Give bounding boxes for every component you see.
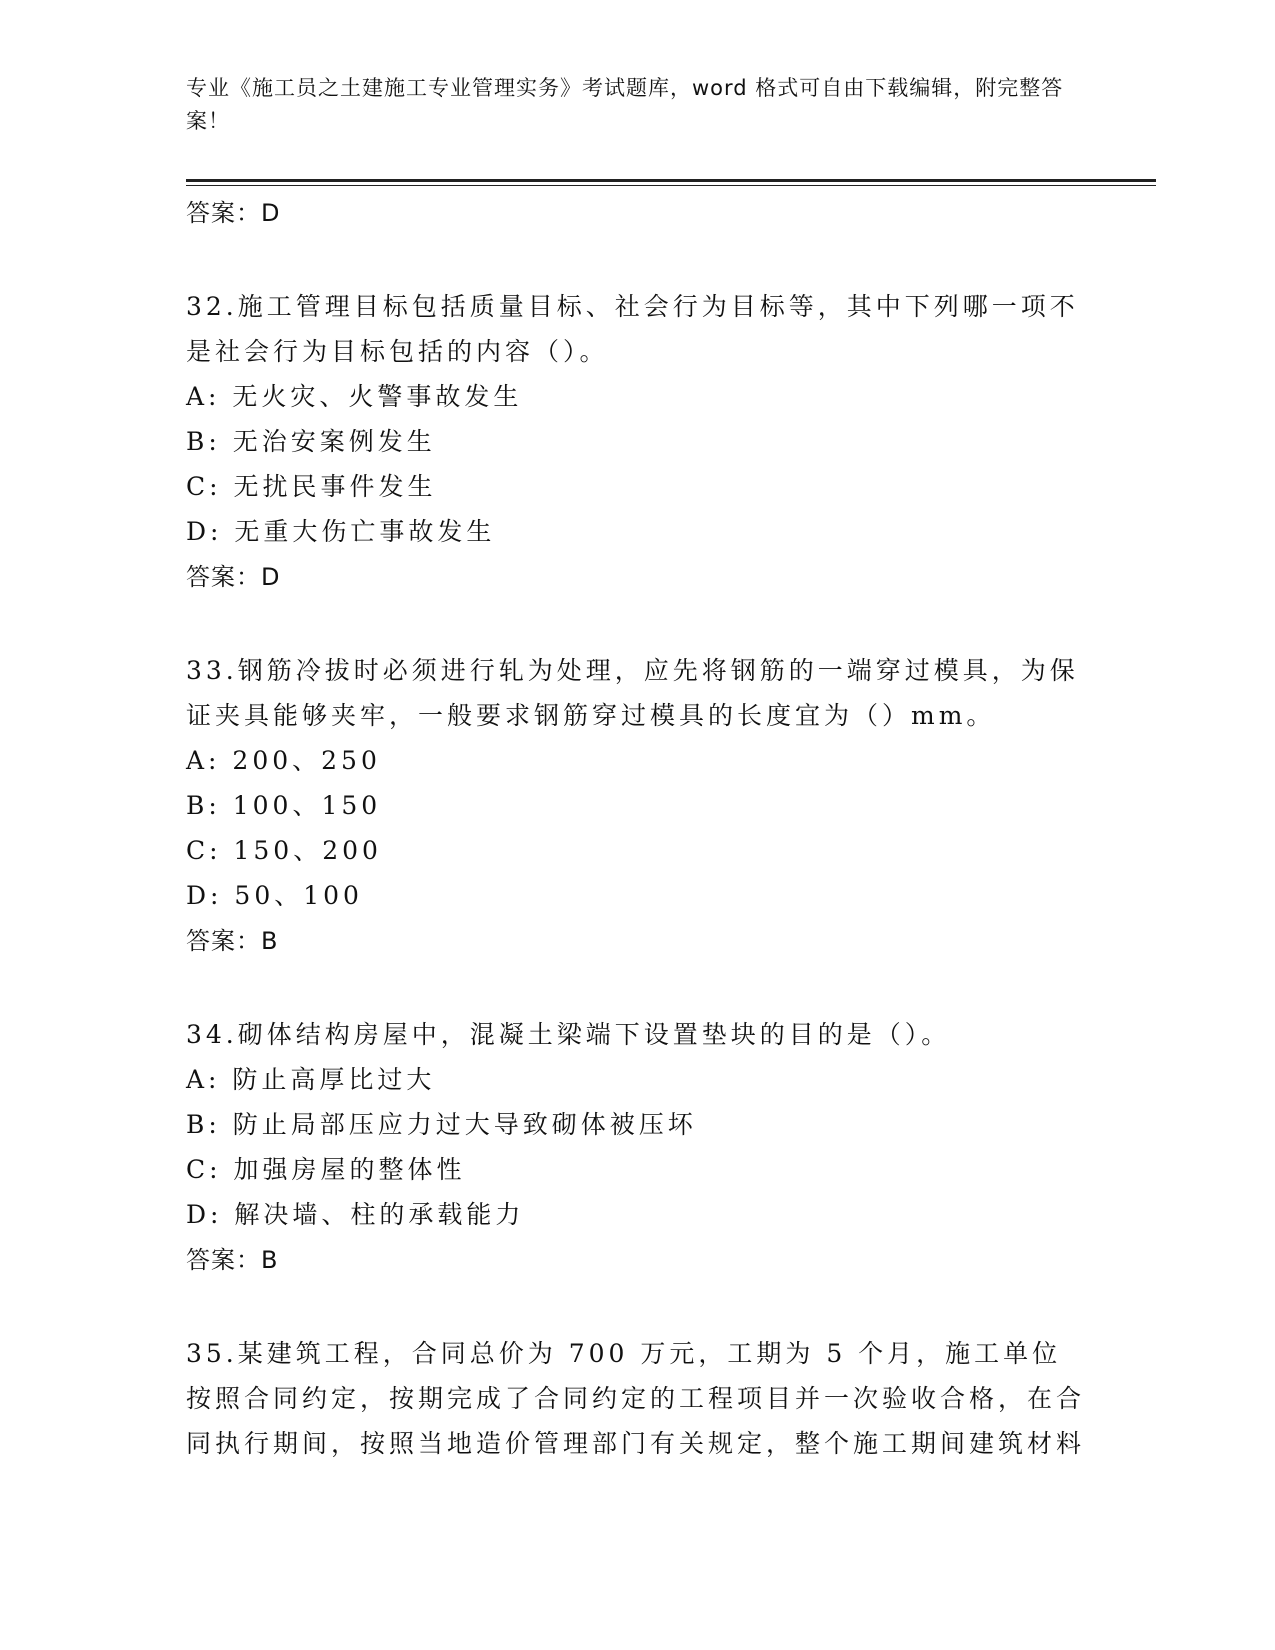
option-c: C: 加强房屋的整体性 <box>186 1155 466 1184</box>
question-32 <box>186 284 1086 600</box>
question-35 <box>186 1331 1086 1466</box>
option-b: B: 防止局部压应力过大导致砌体被压坏 <box>186 1110 697 1139</box>
previous-question-answer: 答案：D <box>186 199 281 227</box>
document-header: 专业《施工员之土建施工专业管理实务》考试题库，word 格式可自由下载编辑，附完整答案！ <box>186 76 1064 133</box>
option-b: B: 无治安案例发生 <box>186 427 436 456</box>
question-answer: 答案：B <box>186 927 279 955</box>
option-a: A: 防止高厚比过大 <box>186 1065 436 1094</box>
option-c: C: 无扰民事件发生 <box>186 472 437 501</box>
questions-content <box>186 190 1086 1466</box>
option-a: A: 200、250 <box>186 746 381 775</box>
question-stem: 33.钢筋冷拔时必须进行轧为处理，应先将钢筋的一端穿过模具，为保证夹具能够夹牢，一般要求钢筋穿过模具的长度宜为（）mm。 <box>186 656 1079 730</box>
header-rule-thick <box>186 179 1156 182</box>
question-33 <box>186 648 1086 964</box>
question-answer: 答案：D <box>186 563 281 591</box>
question-stem: 34.砌体结构房屋中，混凝土梁端下设置垫块的目的是（）。 <box>186 1020 951 1049</box>
question-answer: 答案：B <box>186 1246 279 1274</box>
header-rule-thin <box>186 185 1156 186</box>
option-c: C: 150、200 <box>186 836 382 865</box>
option-a: A: 无火灾、火警事故发生 <box>186 382 523 411</box>
option-d: D: 无重大伤亡事故发生 <box>186 517 496 546</box>
option-d: D: 50、100 <box>186 881 363 910</box>
option-b: B: 100、150 <box>186 791 382 820</box>
question-stem: 35.某建筑工程，合同总价为 700 万元，工期为 5 个月，施工单位按照合同约定，按期完成了合同约定的工程项目并一次验收合格，在合同执行期间，按照当地造价管理部门有关规定，整个施工期间建筑材料 <box>186 1339 1086 1458</box>
option-d: D: 解决墙、柱的承载能力 <box>186 1200 525 1229</box>
question-34 <box>186 1012 1086 1283</box>
question-stem: 32.施工管理目标包括质量目标、社会行为目标等，其中下列哪一项不是社会行为目标包括的内容（）。 <box>186 292 1079 366</box>
